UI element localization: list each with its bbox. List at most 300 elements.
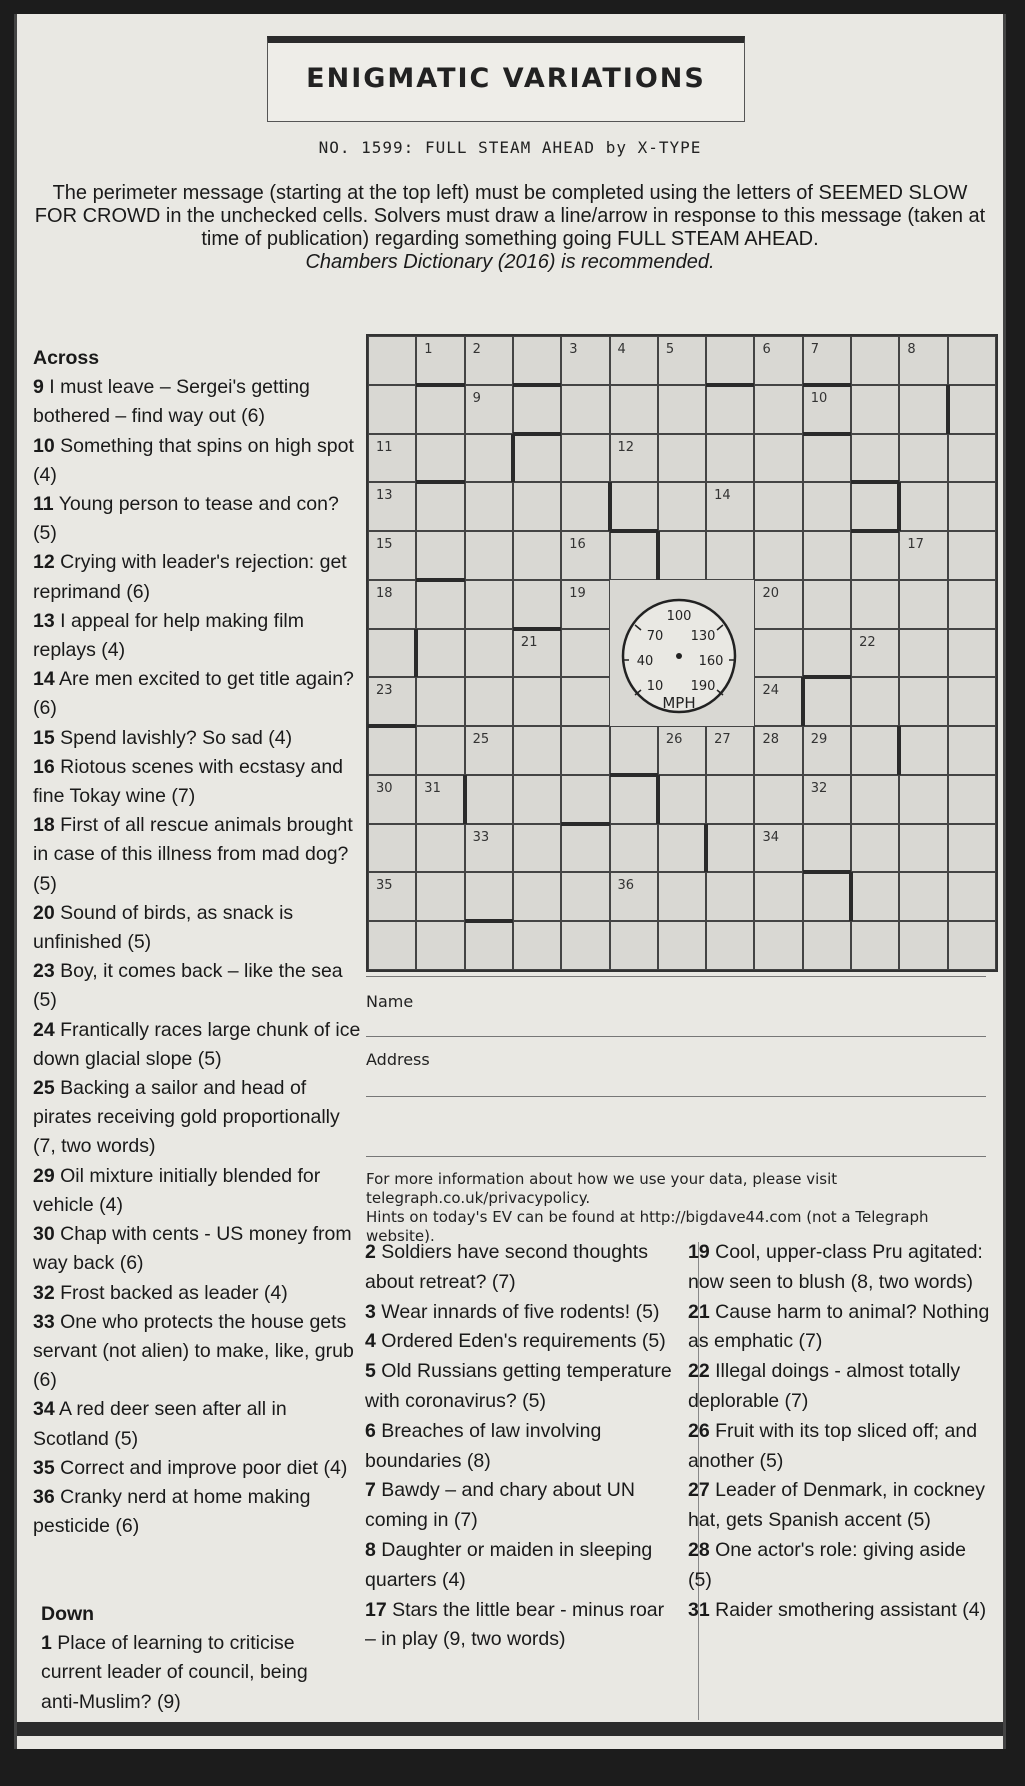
clue-15-across [33,724,363,753]
grid-cell[interactable] [899,434,947,483]
clue-text: Crying with leader's rejection: get reprimand (6) [33,551,347,603]
grid-cell[interactable] [368,629,416,678]
grid-cell[interactable] [416,775,464,824]
grid-cell[interactable] [610,726,658,775]
grid-cell[interactable] [851,824,899,873]
grid-cell[interactable] [754,872,802,921]
grid-cell[interactable] [754,434,802,483]
grid-cell[interactable] [368,385,416,434]
grid-cell[interactable] [465,726,513,775]
grid-cell[interactable] [465,775,513,824]
grid-cell[interactable] [803,775,851,824]
clue-text: Oil mixture initially blended for vehicle (4) [33,1164,321,1216]
grid-cell[interactable] [948,336,996,385]
grid-cell[interactable] [899,872,947,921]
clue-number: 25 [33,1077,55,1100]
grid-cell[interactable] [561,385,609,434]
grid-cell[interactable] [706,531,754,580]
grid-cell[interactable] [899,775,947,824]
across-heading: Across [33,347,100,369]
grid-cell[interactable] [754,580,802,629]
grid-cell[interactable] [658,434,706,483]
address-field-2[interactable] [366,1156,986,1157]
speed-tick-160: 160 [698,654,724,669]
title-box [267,36,745,122]
grid-cell[interactable] [368,336,416,385]
grid-cell[interactable] [754,921,802,970]
grid-cell[interactable] [658,726,706,775]
clue-number: 10 [33,434,55,457]
clue-text: Ordered Eden's requirements (5) [375,1330,666,1353]
grid-cell[interactable] [948,385,996,434]
clue-number: 5 [365,1360,376,1383]
grid-cell[interactable] [948,677,996,726]
grid-cell[interactable] [368,580,416,629]
grid-cell[interactable] [706,872,754,921]
grid-clue-number: 33 [472,829,490,845]
grid-cell[interactable] [851,434,899,483]
clue-text: Correct and improve poor diet (4) [54,1456,348,1479]
clue-34-across [33,1395,363,1453]
grid-clue-number: 36 [617,878,635,894]
grid-cell[interactable] [465,482,513,531]
grid-cell[interactable] [803,434,851,483]
clue-text: Soldiers have second thoughts about retreat? (7) [365,1241,648,1293]
clue-26-down_col3 [688,1417,994,1477]
grid-cell[interactable] [561,629,609,678]
grid-cell[interactable] [899,580,947,629]
grid-bar [851,480,899,484]
grid-cell[interactable] [513,921,561,970]
grid-cell[interactable] [561,872,609,921]
down-clues-col3 [688,1238,994,1625]
grid-cell[interactable] [754,629,802,678]
grid-bar [513,432,561,436]
clue-20-across [33,899,363,957]
grid-bar [513,627,561,631]
grid-cell[interactable] [899,921,947,970]
clue-text: Raider smothering assistant (4) [709,1598,987,1621]
grid-cell[interactable] [754,531,802,580]
clue-text: Bawdy – and chary about UN coming in (7) [365,1479,635,1532]
name-field[interactable] [366,1036,986,1037]
grid-cell[interactable] [465,531,513,580]
clue-number: 8 [365,1538,376,1561]
grid-cell[interactable] [948,872,996,921]
clue-12-across [33,548,363,606]
clue-11-across [33,490,363,548]
grid-cell[interactable] [754,677,802,726]
grid-cell[interactable] [706,775,754,824]
grid-cell[interactable] [513,629,561,678]
grid-cell[interactable] [803,824,851,873]
grid-cell[interactable] [368,434,416,483]
grid-bar [704,824,708,873]
grid-cell[interactable] [610,434,658,483]
grid-cell[interactable] [610,872,658,921]
grid-cell[interactable] [899,531,947,580]
grid-cell[interactable] [513,434,561,483]
grid-bar [706,383,754,387]
grid-cell[interactable] [706,482,754,531]
grid-cell[interactable] [416,580,464,629]
clue-1-down_first [41,1629,341,1717]
clue-number: 1 [41,1632,52,1655]
clue-number: 17 [365,1598,387,1621]
grid-cell[interactable] [561,726,609,775]
grid-cell[interactable] [465,872,513,921]
grid-clue-number: 20 [762,585,779,601]
grid-bar [513,383,561,387]
clue-24-across [33,1016,363,1074]
clue-6-down_col2 [365,1417,680,1477]
grid-cell[interactable] [416,921,464,970]
grid-bar [561,822,609,826]
grid-cell[interactable] [658,824,706,873]
grid-cell[interactable] [899,824,947,873]
grid-cell[interactable] [851,677,899,726]
grid-cell[interactable] [368,482,416,531]
grid-cell[interactable] [416,385,464,434]
grid-cell[interactable] [561,336,609,385]
grid-cell[interactable] [899,629,947,678]
grid-cell[interactable] [754,726,802,775]
clue-text: Wear innards of five rodents! (5) [375,1300,660,1323]
clue-text: Place of learning to criticise current leader of council, being anti-Muslim? (9) [41,1632,308,1713]
clue-text: A red deer seen after all in Scotland (5) [33,1398,287,1450]
grid-clue-number: 24 [762,683,779,699]
clue-36-across [33,1483,363,1541]
grid-cell[interactable] [803,482,851,531]
grid-cell[interactable] [513,726,561,775]
grid-cell[interactable] [803,629,851,678]
grid-clue-number: 32 [810,780,828,796]
clue-text: Backing a sailor and head of pirates receiving gold proportionally (7, two words) [33,1077,340,1158]
grid-cell[interactable] [561,482,609,531]
clue-4-down_col2 [365,1327,680,1357]
grid-cell[interactable] [948,921,996,970]
grid-cell[interactable] [899,482,947,531]
grid-cell[interactable] [803,580,851,629]
down-heading: Down [41,1603,95,1625]
speed-unit: MPH [662,694,696,712]
grid-cell[interactable] [610,921,658,970]
clue-text: Leader of Denmark, in cockney hat, gets Spanish accent (5) [688,1479,986,1532]
grid-clue-number: 21 [520,634,538,650]
grid-clue-number: 8 [907,342,916,357]
clue-number: 26 [688,1419,710,1442]
grid-cell[interactable] [948,726,996,775]
clue-text: Are men excited to get title again? (6) [33,668,354,720]
grid-cell[interactable] [368,726,416,775]
grid-cell[interactable] [754,482,802,531]
clue-30-across [33,1220,363,1278]
grid-clue-number: 22 [859,634,876,650]
grid-cell[interactable] [658,775,706,824]
clue-number: 13 [33,609,55,632]
grid-cell[interactable] [754,824,802,873]
grid-cell[interactable] [658,872,706,921]
grid-clue-number: 34 [762,829,779,845]
clue-number: 12 [33,551,55,574]
clue-3-down_col2 [365,1298,680,1328]
clue-number: 3 [365,1300,376,1323]
grid-cell[interactable] [754,336,802,385]
grid-cell[interactable] [513,482,561,531]
grid-bar [803,675,851,679]
privacy-info [366,1170,996,1246]
grid-bar [946,385,950,434]
grid-cell[interactable] [754,775,802,824]
down-clues-col2 [365,1238,680,1655]
grid-cell[interactable] [416,434,464,483]
grid-clue-number: 29 [810,732,828,748]
grid-cell[interactable] [561,531,609,580]
grid-cell[interactable] [561,434,609,483]
clue-number: 16 [33,755,55,778]
grid-cell[interactable] [561,824,609,873]
grid-cell[interactable] [803,385,851,434]
grid-cell[interactable] [706,336,754,385]
grid-cell[interactable] [658,482,706,531]
grid-cell[interactable] [561,921,609,970]
grid-cell[interactable] [368,872,416,921]
grid-cell[interactable] [803,531,851,580]
clue-text: Daughter or maiden in sleeping quarters (4) [365,1538,653,1591]
grid-bar [463,775,467,824]
clue-7-down_col2 [365,1476,680,1536]
grid-cell[interactable] [851,531,899,580]
grid-bar [416,383,464,387]
speed-tick-100: 100 [666,609,692,624]
grid-cell[interactable] [803,872,851,921]
grid-cell[interactable] [851,580,899,629]
grid-cell[interactable] [368,677,416,726]
grid-cell[interactable] [851,726,899,775]
clue-number: 29 [33,1164,55,1187]
clue-text: Riotous scenes with ecstasy and fine Tokay wine (7) [33,755,344,808]
grid-cell[interactable] [706,824,754,873]
grid-cell[interactable] [948,580,996,629]
grid-cell[interactable] [416,726,464,775]
grid-cell[interactable] [706,726,754,775]
grid-cell[interactable] [706,921,754,970]
grid-cell[interactable] [513,677,561,726]
grid-cell[interactable] [465,336,513,385]
clue-number: 30 [33,1223,55,1246]
clue-text: I appeal for help making film replays (4) [33,609,304,662]
grid-cell[interactable] [465,921,513,970]
grid-bar [416,578,464,582]
grid-cell[interactable] [851,385,899,434]
grid-cell[interactable] [851,336,899,385]
grid-cell[interactable] [416,531,464,580]
grid-clue-number: 35 [376,878,393,894]
grid-cell[interactable] [513,824,561,873]
grid-cell[interactable] [465,385,513,434]
grid-cell[interactable] [465,824,513,873]
clue-2-down_col2 [365,1238,680,1298]
clue-number: 32 [33,1281,55,1304]
grid-bar [656,531,660,580]
grid-cell[interactable] [513,775,561,824]
grid-cell[interactable] [899,385,947,434]
speed-tick-10: 10 [646,679,664,694]
clue-number: 21 [688,1300,710,1323]
grid-cell[interactable] [465,580,513,629]
grid-cell[interactable] [948,629,996,678]
grid-cell[interactable] [899,677,947,726]
grid-cell[interactable] [948,775,996,824]
grid-cell[interactable] [899,336,947,385]
clue-21-down_col3 [688,1298,994,1358]
grid-cell[interactable] [368,775,416,824]
grid-cell[interactable] [416,336,464,385]
grid-clue-number: 9 [472,390,481,406]
clue-text: One actor's role: giving aside (5) [688,1538,966,1591]
grid-cell[interactable] [416,677,464,726]
grid-bar [368,724,416,728]
grid-cell[interactable] [368,824,416,873]
grid-cell[interactable] [706,434,754,483]
clue-text: Fruit with its top sliced off; and another (5) [688,1419,978,1472]
clue-number: 18 [33,814,55,837]
clue-32-across [33,1279,363,1308]
grid-bar [465,919,513,923]
grid-clue-number: 19 [569,585,586,601]
grid-cell[interactable] [368,531,416,580]
clue-13-across [33,607,363,665]
grid-clue-number: 25 [472,732,490,748]
grid-cell[interactable] [513,872,561,921]
across-clues [33,344,363,1541]
clue-27-down_col3 [688,1476,994,1536]
clue-text: Cranky nerd at home making pesticide (6) [33,1485,311,1538]
clue-25-across [33,1074,363,1162]
speed-tick-130: 130 [690,629,716,644]
grid-cell[interactable] [851,482,899,531]
grid-cell[interactable] [803,921,851,970]
grid-cell[interactable] [465,629,513,678]
grid-bar [416,480,464,484]
speedometer-icon [619,596,739,716]
grid-cell[interactable] [610,336,658,385]
grid-cell[interactable] [610,775,658,824]
clue-text: Cool, upper-class Pru agitated: now seen to blush (8, two words) [688,1241,983,1293]
clue-number: 23 [33,960,55,983]
clue-14-across [33,665,363,723]
grid-bar [897,482,901,531]
grid-cell[interactable] [465,677,513,726]
grid-cell[interactable] [513,531,561,580]
grid-cell[interactable] [803,726,851,775]
grid-cell[interactable] [513,385,561,434]
grid-clue-number: 28 [762,732,779,748]
grid-cell[interactable] [416,482,464,531]
grid-cell[interactable] [803,336,851,385]
grid-clue-number: 27 [714,732,731,748]
grid-bar [610,529,658,533]
clue-text: Chap with cents - US money from way back (6) [33,1223,352,1275]
puzzle-title: ENIGMATIC VARIATIONS [306,63,706,94]
grid-clue-number: 11 [376,439,393,455]
address-field-1[interactable] [366,1096,986,1097]
clue-number: 34 [33,1398,55,1421]
grid-clue-number: 16 [569,537,586,553]
clue-9-across [33,373,363,431]
grid-cell[interactable] [658,336,706,385]
name-label: Name [366,992,414,1011]
grid-cell[interactable] [610,482,658,531]
clue-text: Something that spins on high spot (4) [33,434,354,486]
clue-number: 28 [688,1538,710,1561]
grid-cell[interactable] [851,629,899,678]
grid-cell[interactable] [416,629,464,678]
grid-cell[interactable] [561,580,609,629]
grid-cell[interactable] [658,531,706,580]
grid-cell[interactable] [416,872,464,921]
clue-17-down_col2 [365,1596,680,1656]
clue-29-across [33,1162,363,1220]
down-clues-start [41,1600,341,1717]
speed-tick-40: 40 [636,654,654,669]
grid-cell[interactable] [851,775,899,824]
grid-cell[interactable] [948,482,996,531]
clue-number: 11 [33,493,54,516]
grid-cell[interactable] [658,921,706,970]
grid-clue-number: 17 [907,537,924,553]
grid-cell[interactable] [416,824,464,873]
grid-cell[interactable] [368,921,416,970]
grid-cell[interactable] [561,775,609,824]
grid-cell[interactable] [803,677,851,726]
grid-cell[interactable] [899,726,947,775]
grid-cell[interactable] [851,921,899,970]
grid-cell[interactable] [754,385,802,434]
grid-clue-number: 12 [617,439,635,455]
grid-clue-number: 23 [376,683,393,699]
grid-bar [897,726,901,775]
clue-text: Boy, it comes back – like the sea (5) [33,960,343,1012]
clue-number: 22 [688,1360,710,1383]
grid-clue-number: 10 [810,390,828,406]
grid-bar [849,872,853,921]
clue-text: Young person to tease and con? (5) [33,493,339,545]
grid-cell[interactable] [610,824,658,873]
grid-bar [656,775,660,824]
clue-number: 15 [33,726,55,749]
clue-number: 19 [688,1241,710,1263]
grid-cell[interactable] [610,531,658,580]
clue-number: 2 [365,1241,376,1263]
grid-cell[interactable] [465,434,513,483]
address-label: Address [366,1050,430,1069]
grid-cell[interactable] [513,336,561,385]
grid-clue-number: 5 [665,342,675,357]
grid-cell[interactable] [513,580,561,629]
grid-cell[interactable] [610,385,658,434]
grid-clue-number: 18 [376,585,393,601]
grid-cell[interactable] [706,385,754,434]
clue-number: 27 [688,1479,710,1502]
grid-cell[interactable] [561,677,609,726]
clue-text: Spend lavishly? So sad (4) [54,726,293,749]
grid-cell[interactable] [851,872,899,921]
grid-cell[interactable] [948,824,996,873]
grid-cell[interactable] [948,531,996,580]
grid-cell[interactable] [948,434,996,483]
grid-cell[interactable] [658,385,706,434]
